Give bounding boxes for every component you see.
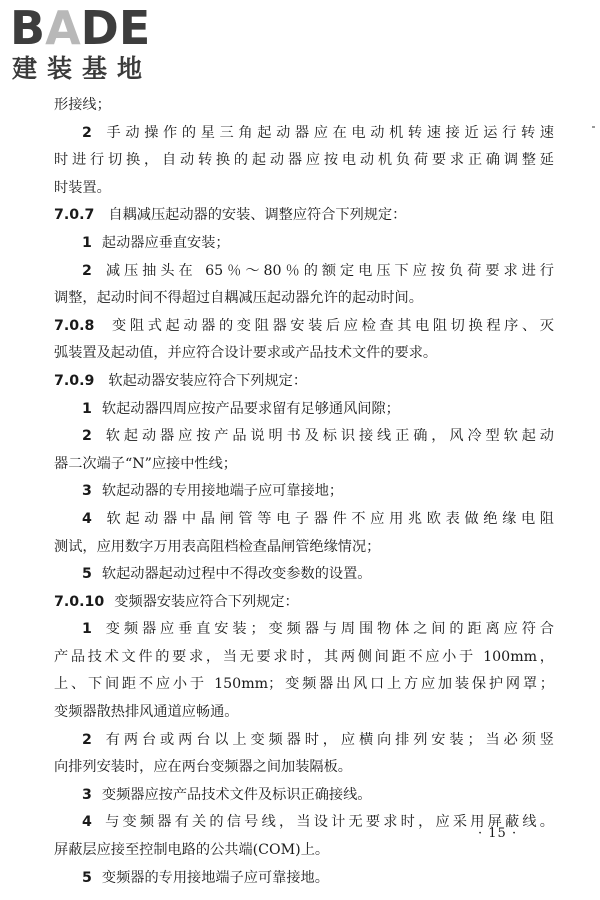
article-7-0-7-item-1: 1 起动器应垂直安装； [82,234,230,251]
document-body [54,92,554,892]
article-7-0-10-item-1: 变频器散热排风通道应畅通。 [54,704,239,721]
article-7-0-9-item-5: 5 软起动器起动过程中不得改变参数的设置。 [82,566,372,583]
article-7-0-10-item-4: 4 与变频器有关的信号线，当设计无要求时，应采用屏蔽线。 [82,814,554,831]
item-2-line: 2 手动操作的星三角起动器应在电动机转速接近运行转速 [82,124,554,141]
article-7-0-10-item-1: 产品技术文件的要求，当无要求时，其两侧间距不应小于 100mm， [54,648,554,665]
article-7-0-10-item-1: 上、下间距不应小于 150mm；变频器出风口上方应加装保护网罩； [54,676,554,693]
article-7-0-7-heading: 7.0.7 自耦减压起动器的安装、调整应符合下列规定： [54,207,407,224]
article-7-0-10-item-4: 屏蔽层应接至控制电路的公共端(COM)上。 [54,842,330,859]
article-7-0-10-item-5: 5 变频器的专用接地端子应可靠接地。 [82,869,329,886]
item-2-line: 时装置。 [54,179,111,196]
article-7-0-9-item-4: 4 软起动器中晶闸管等电子器件不应用兆欧表做绝缘电阻 [82,510,554,527]
article-7-0-10-item-2: 向排列安装时，应在两台变频器之间加装隔板。 [54,759,352,776]
logo-wordmark [10,1,151,55]
article-7-0-10-item-1: 1 变频器应垂直安装；变频器与周围物体之间的距离应符合 [82,621,554,638]
margin-mark [592,126,595,128]
article-7-0-7-item-2: 2 减压抽头在 65％～80％的额定电压下应按负荷要求进行 [82,262,554,279]
article-7-0-8: 弧装置及起动值，并应符合设计要求或产品技术文件的要求。 [54,345,438,362]
logo-letter-b: B [10,1,46,55]
article-7-0-9-item-4: 测试，应用数字万用表高阻档检查晶闸管绝缘情况； [54,538,381,555]
item-2-line: 时进行切换，自动转换的起动器应按电动机负荷要求正确调整延 [54,152,554,169]
article-7-0-10-item-2: 2 有两台或两台以上变频器时，应横向排列安装；当必须竖 [82,731,554,748]
article-7-0-9-item-2: 器二次端子“N”应接中性线； [54,455,237,472]
article-7-0-10-heading: 7.0.10 变频器安装应符合下列规定： [54,593,299,610]
article-7-0-9-heading: 7.0.9 软起动器安装应符合下列规定： [54,372,308,389]
article-7-0-9-item-1: 1 软起动器四周应按产品要求留有足够通风间隙； [82,400,400,417]
article-7-0-10-item-3: 3 变频器应按产品技术文件及标识正确接线。 [82,786,372,803]
bade-logo [10,1,180,86]
page-number: · 15 · [478,826,518,841]
article-7-0-9-item-3: 3 软起动器的专用接地端子应可靠接地； [82,483,344,500]
article-7-0-8: 7.0.8 变阻式起动器的变阻器安装后应检查其电阻切换程序、灭 [54,317,554,334]
logo-letters-de: DE [80,1,151,55]
logo-subtitle: 建装基地 [12,54,153,83]
text-line: 形接线； [54,97,111,113]
logo-letter-a: A [45,1,81,55]
article-7-0-7-item-2: 调整，起动时间不得超过自耦减压起动器允许的起动时间。 [54,290,423,307]
article-7-0-9-item-2: 2 软起动器应按产品说明书及标识接线正确，风冷型软起动 [82,428,554,445]
